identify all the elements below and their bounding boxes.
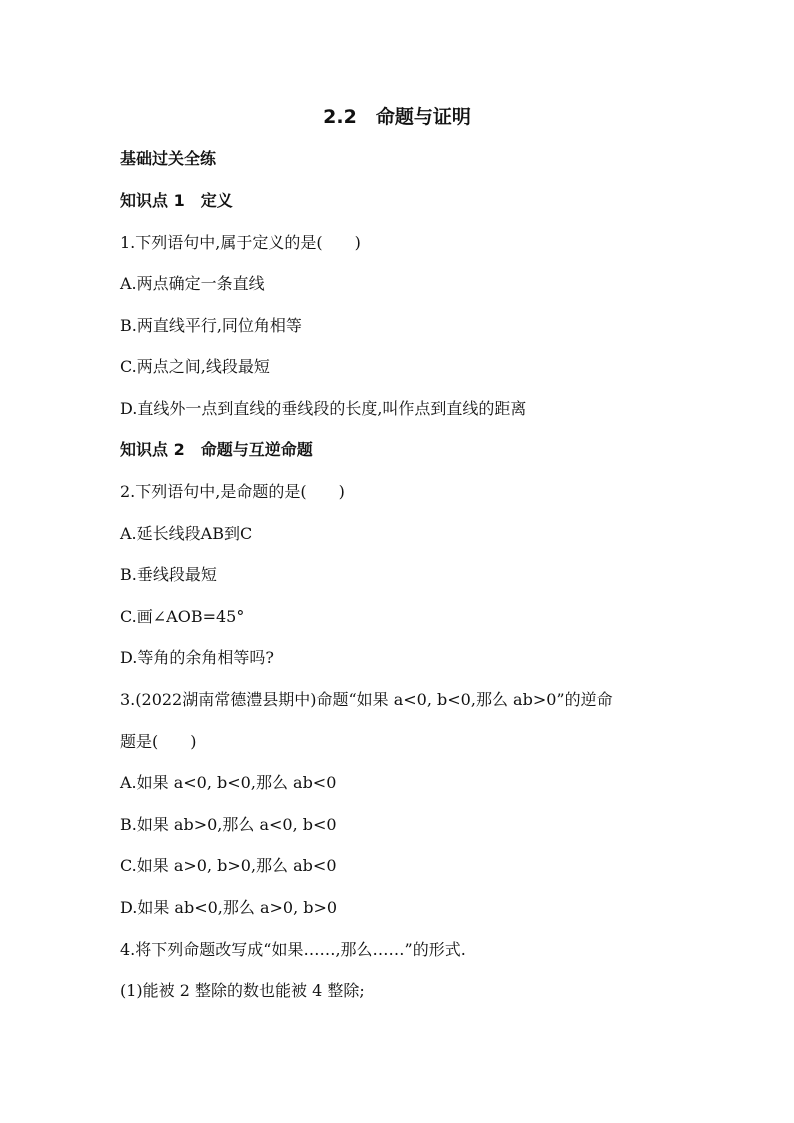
question-4-subquestion-1: (1)能被 2 整除的数也能被 4 整除; — [120, 981, 365, 1000]
knowledge-point-2-heading: 知识点 2 命题与互逆命题 — [120, 440, 313, 459]
question-3-stem-line-1: 3.(2022湖南常德澧县期中)命题“如果 a<0, b<0,那么 ab>0”的逆命 — [120, 690, 613, 709]
question-2-option-b: B.垂线段最短 — [120, 565, 217, 584]
question-1-option-b: B.两直线平行,同位角相等 — [120, 316, 302, 335]
knowledge-point-1-heading: 知识点 1 定义 — [120, 191, 233, 210]
question-3-stem-line-2: 题是( ) — [120, 732, 197, 751]
question-3-option-c: C.如果 a>0, b>0,那么 ab<0 — [120, 856, 337, 875]
question-2-stem: 2.下列语句中,是命题的是( ) — [120, 482, 345, 501]
question-2-option-d: D.等角的余角相等吗? — [120, 648, 274, 667]
question-1-option-c: C.两点之间,线段最短 — [120, 357, 270, 376]
question-3-option-b: B.如果 ab>0,那么 a<0, b<0 — [120, 815, 337, 834]
question-1-stem: 1.下列语句中,属于定义的是( ) — [120, 233, 361, 252]
page-title: 2.2 命题与证明 — [323, 106, 471, 128]
question-4-stem: 4.将下列命题改写成“如果……,那么……”的形式. — [120, 940, 466, 959]
question-3-option-d: D.如果 ab<0,那么 a>0, b>0 — [120, 898, 338, 917]
question-1-option-a: A.两点确定一条直线 — [120, 274, 265, 293]
question-3-option-a: A.如果 a<0, b<0,那么 ab<0 — [120, 773, 337, 792]
question-2-option-c: C.画∠AOB=45° — [120, 607, 245, 626]
section-heading: 基础过关全练 — [120, 149, 217, 168]
question-2-option-a: A.延长线段AB到C — [120, 524, 253, 543]
question-1-option-d: D.直线外一点到直线的垂线段的长度,叫作点到直线的距离 — [120, 399, 527, 418]
